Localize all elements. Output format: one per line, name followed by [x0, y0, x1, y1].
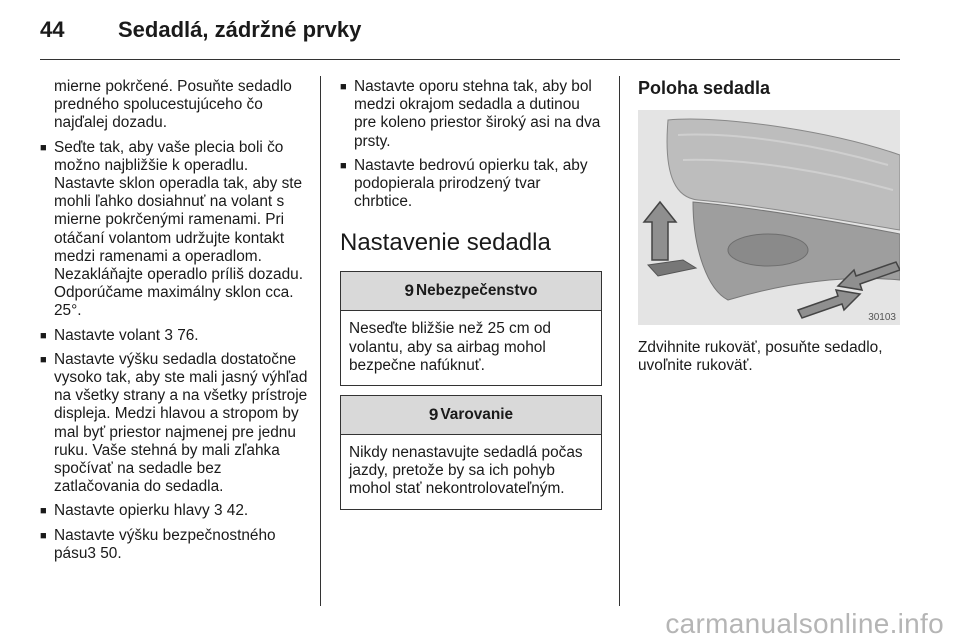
danger-header	[341, 272, 601, 311]
list-item: ■ Nastavte bedrovú opierku tak, aby podopierala prirodzený tvar chrbtice.	[340, 156, 588, 211]
bullet-icon: ■	[40, 141, 47, 154]
bullet-list-col2	[340, 78, 602, 211]
seatbelt-ref-link[interactable]: Nastavte výšku bezpečnostného pásu3 50.	[54, 526, 276, 562]
column-divider-left	[320, 76, 321, 606]
danger-title: Nebezpečenstvo	[416, 282, 538, 300]
danger-box	[340, 271, 602, 386]
column-2	[340, 78, 602, 519]
figure-caption: Zdvihnite rukoväť, posuňte sedadlo, uvoľnite rukoväť.	[638, 339, 883, 375]
page-number: 44	[40, 17, 65, 42]
bullet-icon: ■	[40, 329, 47, 342]
section-heading: Nastavenie sedadla	[340, 229, 551, 257]
page-header	[0, 0, 960, 60]
column-divider-right	[619, 76, 620, 606]
bullet-icon: ■	[340, 159, 347, 172]
watermark: carmanualsonline.info	[665, 608, 944, 639]
continued-paragraph: mierne pokrčené. Posuňte sedadlo predného spolucestujúceho čo najďalej dozadu.	[54, 78, 292, 132]
warning-triangle-icon: 9	[428, 404, 439, 424]
list-item	[40, 502, 308, 520]
warning-triangle-icon: 9	[404, 281, 414, 301]
list-item: ■ Nastavte výšku sedadla dostatočne vysoko tak, aby ste mali jasný výhľad na všetky strany a na všetky prístroje displeja. Medzi hlavou a stropom by mal byť priestor najmenej pre jednu ruku. Vaše stehná by mali zľahka spočívať na sedadle bez zatlačovania do sedadla.	[40, 350, 308, 496]
list-item: ■ Seďte tak, aby vaše plecia boli čo možno najbližšie k operadlu. Nastavte sklon operadla tak, aby ste mohli ľahko dosiahnuť na volant s mierne pokrčenými ramenami. Pri otáčaní volantom udržujte kontakt medzi ramenami a operadlom. Nezakláňajte operadlo príliš dozadu. Odporúčame maximálny sklon cca. 25°.	[40, 138, 303, 320]
danger-text: Neseďte bližšie než 25 cm od volantu, aby sa airbag mohol bezpečne nafúknuť.	[349, 320, 551, 374]
subsection-heading: Poloha sedadla	[638, 78, 771, 98]
warning-text: Nikdy nenastavujte sedadlá počas jazdy, pretože by sa ich pohyb mohol stať nekontrolovateľným.	[349, 444, 583, 498]
warning-header	[341, 396, 601, 435]
column-3	[638, 78, 904, 375]
page-title: Sedadlá, zádržné prvky	[118, 17, 362, 42]
list-item	[40, 327, 308, 345]
bullet-icon: ■	[40, 529, 47, 542]
column-1	[40, 78, 308, 569]
warning-box	[340, 395, 602, 510]
seat-adjustment-illustration	[638, 110, 900, 325]
figure-number: 30103	[868, 312, 896, 323]
header-divider	[40, 59, 900, 60]
steering-wheel-ref-link[interactable]: Nastavte volant 3 76.	[54, 326, 199, 344]
bullet-icon: ■	[340, 81, 347, 93]
headrest-ref-link[interactable]: Nastavte opierku hlavy 3 42.	[54, 502, 249, 520]
list-item: ■ Nastavte oporu stehna tak, aby bol medzi okrajom sedadla a dutinou pre koleno priestor široký asi na dva prsty.	[340, 78, 601, 150]
warning-title: Varovanie	[440, 405, 514, 423]
bullet-list-col1	[40, 139, 308, 563]
bullet-icon: ■	[40, 505, 47, 518]
list-item	[40, 527, 308, 563]
bullet-icon: ■	[40, 353, 47, 366]
